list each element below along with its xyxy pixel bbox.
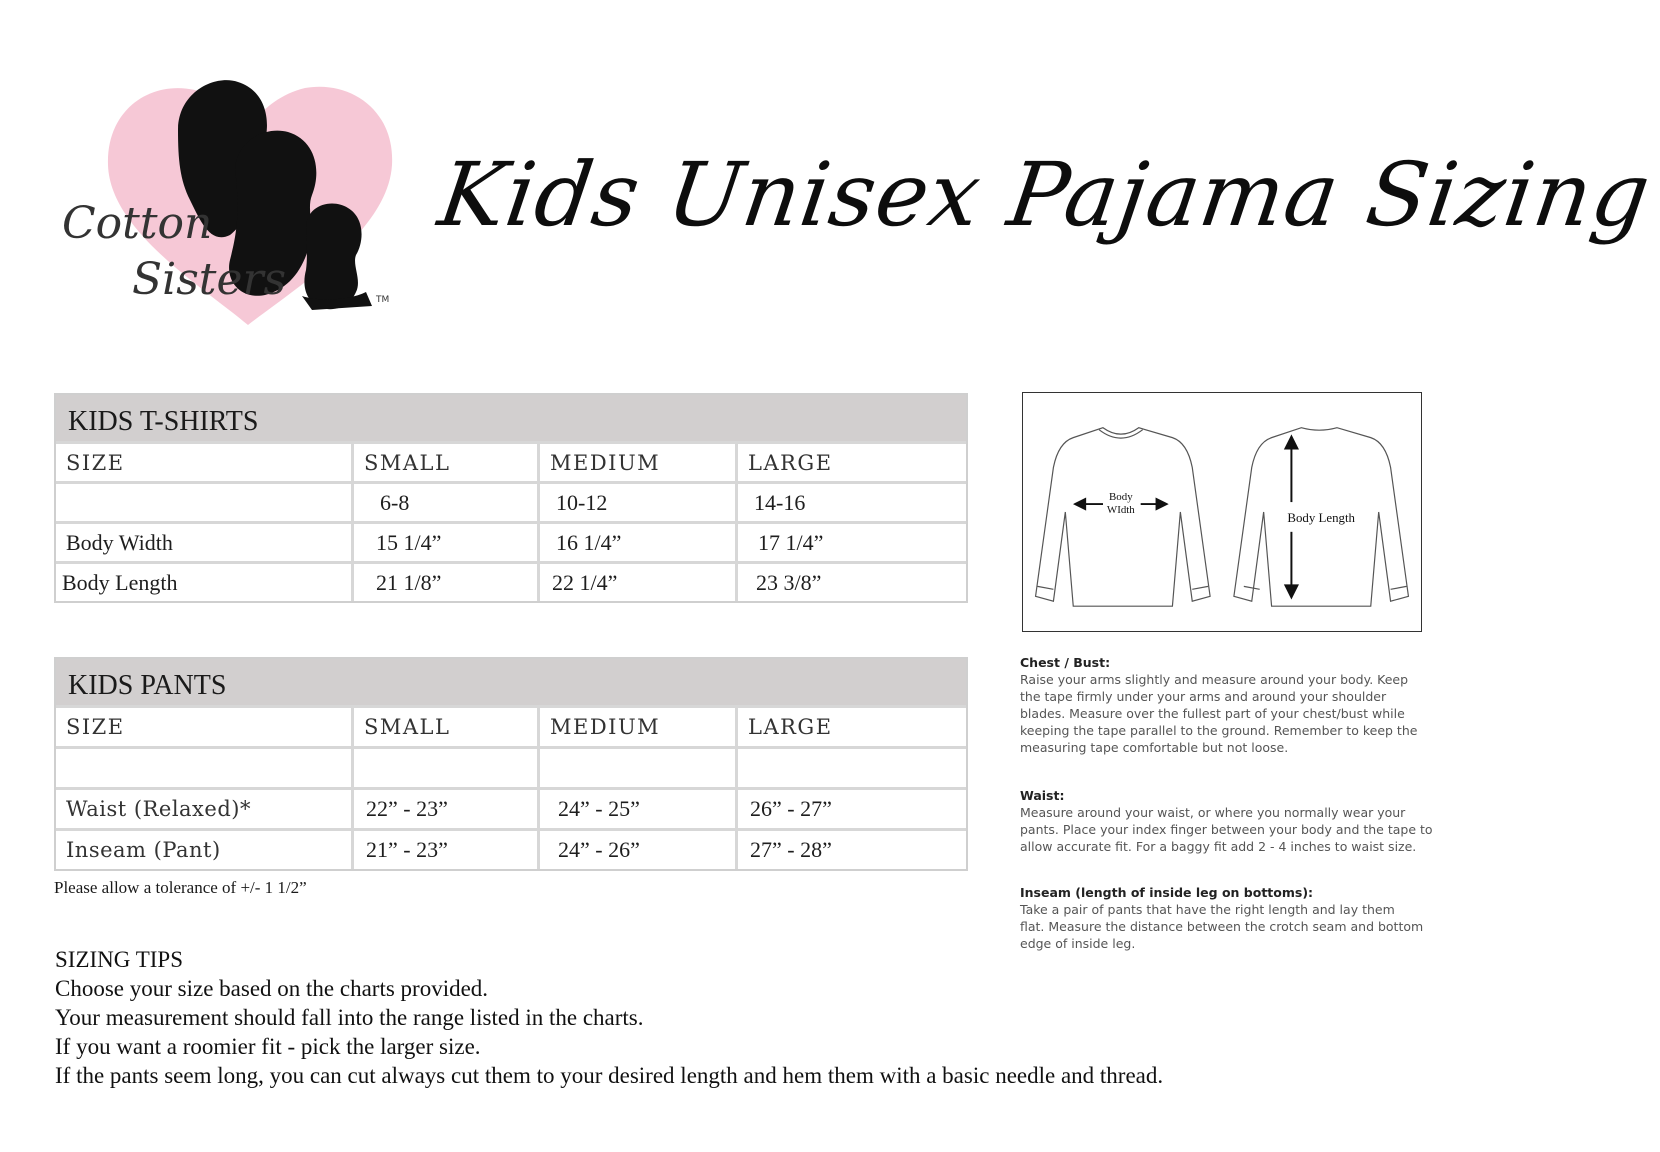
note-heading: Waist: xyxy=(1020,788,1065,803)
table-row xyxy=(56,828,966,869)
column-header: MEDIUM xyxy=(540,444,738,481)
table-cell: 23 3/8” xyxy=(756,569,822,595)
table-header-row xyxy=(56,705,966,746)
table-cell xyxy=(56,484,354,521)
column-header: SMALL xyxy=(354,444,540,481)
note-line: measuring tape comfortable but not loose. xyxy=(1020,740,1289,755)
body-width-label: WIdth xyxy=(1106,503,1135,516)
note-line: pants. Place your index finger between your body and the tape to xyxy=(1020,822,1433,837)
table-cell: Body Width xyxy=(56,524,354,561)
kids-tshirts-table xyxy=(54,393,968,603)
table-cell: Body Length xyxy=(56,564,354,601)
sizing-tip-line: If you want a roomier fit - pick the larger size. xyxy=(55,1034,481,1059)
note-line: edge of inside leg. xyxy=(1020,936,1136,951)
table-cell: 26” - 27” xyxy=(750,796,832,821)
body-length-label: Body Length xyxy=(1287,510,1355,525)
table-cell: 21” - 23” xyxy=(354,831,540,869)
column-header: SIZE xyxy=(56,708,354,746)
table-cell: 27” - 28” xyxy=(750,837,832,862)
table-cell: Waist (Relaxed)* xyxy=(56,790,354,828)
table-cell: 22” - 23” xyxy=(354,790,540,828)
note-line: Take a pair of pants that have the right length and lay them xyxy=(1020,902,1395,917)
table-cell xyxy=(540,749,738,787)
brand-name-line1: Cotton xyxy=(62,198,213,249)
waist-note xyxy=(1020,787,1450,855)
table-cell: 17 1/4” xyxy=(758,529,824,555)
trademark-mark: TM xyxy=(376,295,390,305)
table-cell: 24” - 25” xyxy=(540,790,738,828)
kids-pants-table xyxy=(54,657,968,871)
column-header: MEDIUM xyxy=(540,708,738,746)
table-cell: 15 1/4” xyxy=(354,524,540,561)
note-heading: Chest / Bust: xyxy=(1020,655,1111,670)
table-cell: 24” - 26” xyxy=(540,831,738,869)
table-header-row xyxy=(56,441,966,481)
column-header: LARGE xyxy=(748,450,833,475)
shirt-front-icon xyxy=(1036,428,1211,606)
table-row xyxy=(56,481,966,521)
note-line: flat. Measure the distance between the crotch seam and bottom xyxy=(1020,919,1424,934)
table-cell: 6-8 xyxy=(354,484,540,521)
chest-bust-note xyxy=(1020,654,1450,756)
table-row xyxy=(56,787,966,828)
table-row xyxy=(56,521,966,561)
shirt-measurement-diagram xyxy=(1022,392,1422,632)
note-line: Raise your arms slightly and measure around your body. Keep xyxy=(1020,672,1409,687)
table-cell: 14-16 xyxy=(754,489,806,515)
sizing-tips-heading: SIZING TIPS xyxy=(55,947,184,972)
page-title: Kids Unisex Pajama Sizing xyxy=(432,143,1657,246)
inseam-note xyxy=(1020,884,1450,952)
table-cell xyxy=(354,749,540,787)
table-cell: 10-12 xyxy=(540,484,738,521)
column-header: SMALL xyxy=(354,708,540,746)
table-cell xyxy=(738,749,966,787)
sizing-tip-line: Choose your size based on the charts provided. xyxy=(55,976,489,1001)
sizing-tip-line: Your measurement should fall into the range listed in the charts. xyxy=(55,1005,644,1030)
brand-name-line2: Sisters xyxy=(132,254,287,305)
tshirts-table-heading: KIDS T-SHIRTS xyxy=(56,395,966,441)
note-heading: Inseam (length of inside leg on bottoms): xyxy=(1020,885,1314,900)
table-cell xyxy=(56,749,354,787)
note-line: keeping the tape parallel to the ground. Remember to keep the xyxy=(1020,723,1418,738)
tolerance-note: Please allow a tolerance of +/- 1 1/2” xyxy=(54,878,307,897)
table-row xyxy=(56,746,966,787)
pants-table-heading: KIDS PANTS xyxy=(56,659,966,705)
table-cell: 21 1/8” xyxy=(354,564,540,601)
table-row xyxy=(56,561,966,601)
note-line: the tape firmly under your arms and around your shoulder xyxy=(1020,689,1387,704)
body-width-label: Body xyxy=(1109,491,1133,504)
sizing-tips xyxy=(55,945,1455,1090)
cotton-sisters-logo xyxy=(50,70,410,330)
column-header: SIZE xyxy=(56,444,354,481)
note-line: blades. Measure over the fullest part of your chest/bust while xyxy=(1020,706,1405,721)
table-cell: 16 1/4” xyxy=(540,524,738,561)
note-line: Measure around your waist, or where you normally wear your xyxy=(1020,805,1406,820)
note-line: allow accurate fit. For a baggy fit add 2 - 4 inches to waist size. xyxy=(1020,839,1417,854)
table-cell: Inseam (Pant) xyxy=(56,831,354,869)
table-cell: 22 1/4” xyxy=(540,564,738,601)
sizing-tip-line: If the pants seem long, you can cut always cut them to your desired length and hem them with a basic needle and thread. xyxy=(55,1063,1164,1088)
column-header: LARGE xyxy=(748,715,833,739)
